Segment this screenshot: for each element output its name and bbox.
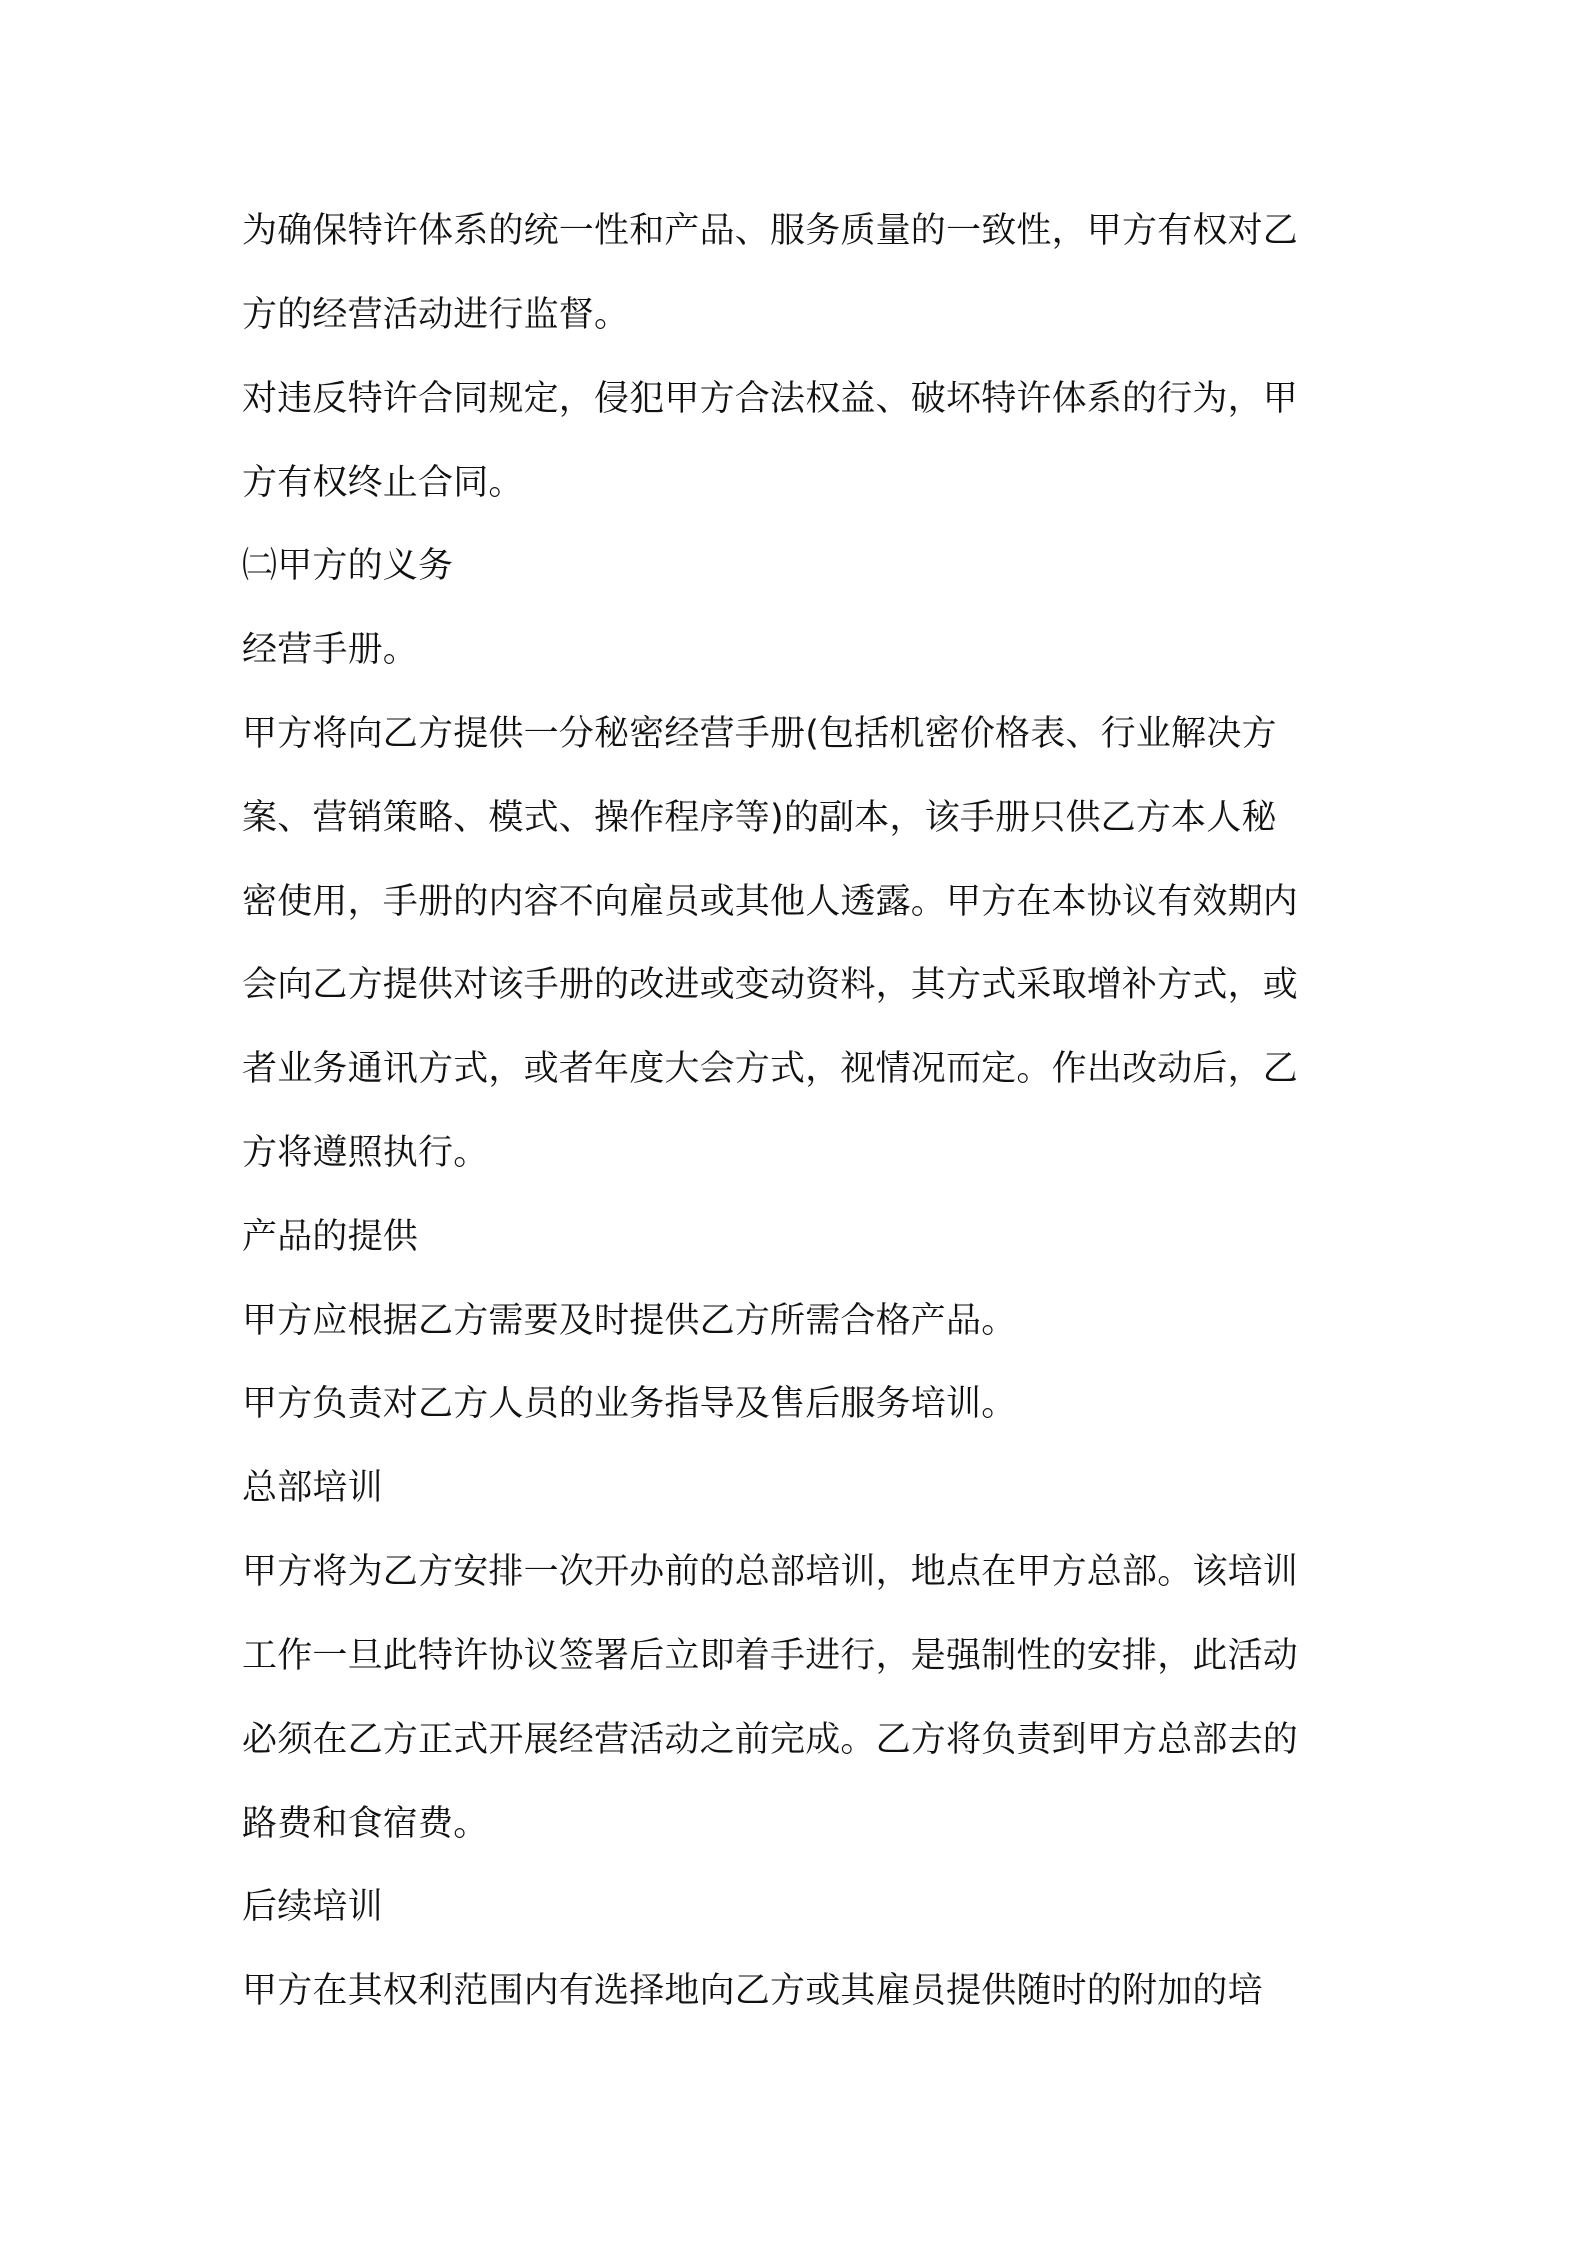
text-line: 会向乙方提供对该手册的改进或变动资料，其方式采取增补方式，或	[242, 965, 1299, 1005]
text-line: 密使用，手册的内容不向雇员或其他人透露。甲方在本协议有效期内	[242, 882, 1299, 922]
text-line: 方的经营活动进行监督。	[242, 295, 630, 335]
text-line: 甲方在其权利范围内有选择地向乙方或其雇员提供随时的附加的培	[242, 1971, 1263, 2011]
text-line: 工作一旦此特许协议签署后立即着手进行，是强制性的安排，此活动	[242, 1636, 1299, 1676]
subsection-heading: 产品的提供	[242, 1217, 419, 1257]
text-line: 甲方将向乙方提供一分秘密经营手册(包括机密价格表、行业解决方	[242, 714, 1277, 754]
text-line: 方将遵照执行。	[242, 1133, 489, 1173]
section-heading: ㈡甲方的义务	[242, 546, 454, 586]
text-line: 甲方应根据乙方需要及时提供乙方所需合格产品。	[242, 1301, 1017, 1341]
text-line: 为确保特许体系的统一性和产品、服务质量的一致性，甲方有权对乙	[242, 211, 1299, 251]
text-line: 必须在乙方正式开展经营活动之前完成。乙方将负责到甲方总部去的	[242, 1720, 1299, 1760]
subsection-heading: 后续培训	[242, 1887, 383, 1927]
text-line: 甲方负责对乙方人员的业务指导及售后服务培训。	[242, 1384, 1017, 1424]
text-line: 对违反特许合同规定，侵犯甲方合法权益、破坏特许体系的行为，甲	[242, 379, 1299, 419]
text-line: 案、营销策略、模式、操作程序等)的副本，该手册只供乙方本人秘	[242, 798, 1277, 838]
text-line: 者业务通讯方式，或者年度大会方式，视情况而定。作出改动后，乙	[242, 1049, 1299, 1089]
subsection-heading: 总部培训	[242, 1468, 383, 1508]
text-line: 路费和食宿费。	[242, 1804, 489, 1844]
subsection-heading: 经营手册。	[242, 630, 419, 670]
text-line: 甲方将为乙方安排一次开办前的总部培训，地点在甲方总部。该培训	[242, 1552, 1299, 1592]
text-line: 方有权终止合同。	[242, 463, 524, 503]
